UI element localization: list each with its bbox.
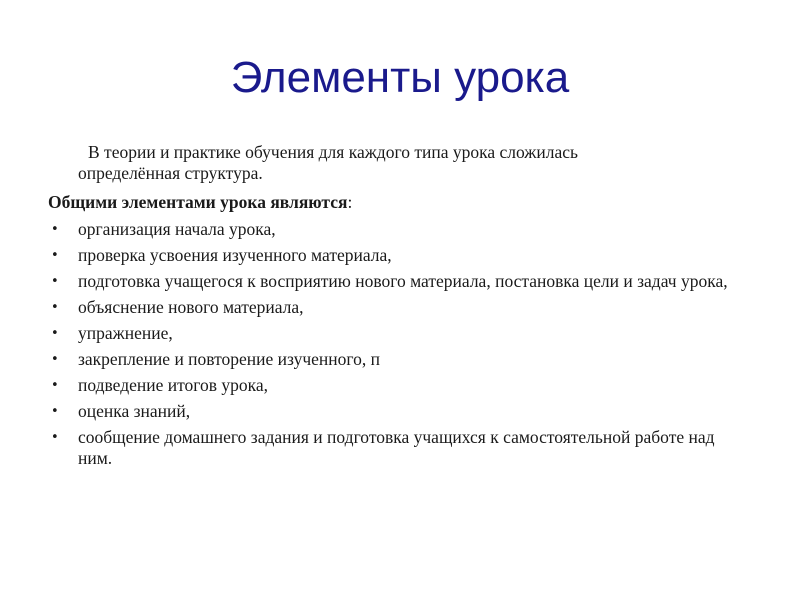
slide-content [48,142,738,474]
bullet-icon: • [51,378,59,393]
list-item-text: сообщение домашнего задания и подготовка учащихся к самостоятельной работе над ним. [78,427,715,468]
lead-sentence [48,192,738,213]
list-item-text: проверка усвоения изученного материала, [78,245,392,265]
list-item [48,219,738,240]
lead-colon: : [347,192,353,212]
list-item [48,375,738,396]
bullet-icon: • [51,222,59,237]
bullet-icon: • [51,274,59,289]
list-item [48,427,738,469]
list-item [48,245,738,266]
lead-bold-text: Общими элементами урока являются [48,192,348,212]
list-item-text: подведение итогов урока, [78,375,269,395]
intro-line-1: В теории и практике обучения для каждого типа урока сложилась [88,142,578,162]
bullet-icon: • [51,404,59,419]
list-item [48,271,738,292]
list-item [48,323,738,344]
slide-title: Элементы урока [230,53,570,102]
list-item-text: объяснение нового материала, [78,297,304,317]
bullet-icon: • [51,300,59,315]
bullet-icon: • [51,352,59,367]
list-item [48,297,738,318]
list-item-text: подготовка учащегося к восприятию нового материала, постановка цели и задач урока, [78,271,728,291]
elements-list [48,219,738,469]
list-item-text: закрепление и повторение изученного, п [78,349,380,369]
bullet-icon: • [51,326,59,341]
bullet-icon: • [51,430,59,445]
bullet-icon: • [51,248,59,263]
list-item-text: организация начала урока, [78,219,276,239]
list-item-text: упражнение, [78,323,173,343]
list-item-text: оценка знаний, [78,401,191,421]
list-item [48,401,738,422]
intro-line-2: определённая структура. [78,163,263,183]
list-item [48,349,738,370]
